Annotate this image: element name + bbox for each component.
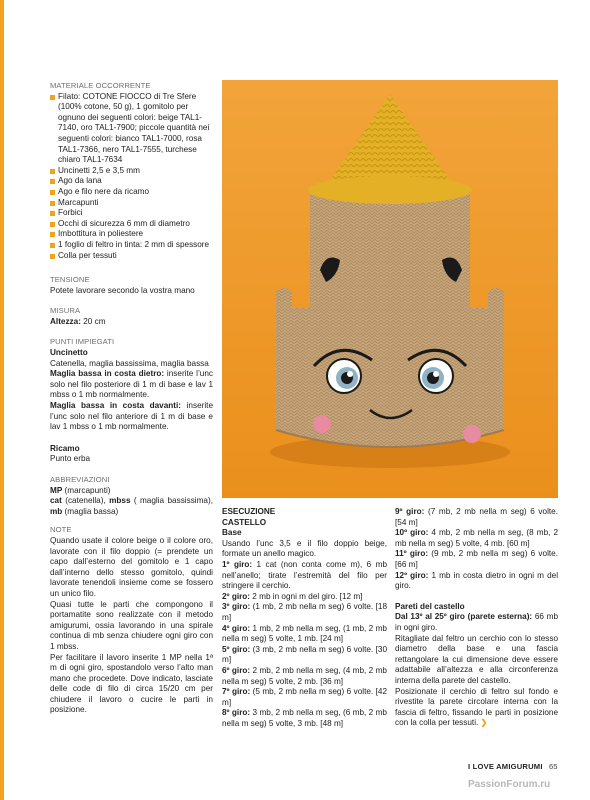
round-text: (9 mb, 2 mb nella m seg) 6 volte. [66 m]: [395, 549, 558, 569]
round-line: [222, 624, 387, 645]
mb-text: (maglia bassa): [62, 506, 119, 516]
round-label: 3º giro:: [222, 602, 251, 612]
round-line: [222, 602, 387, 623]
round-line: [395, 571, 558, 592]
base-intro: Usando l’unc 3,5 e il filo doppio beige, formate un anello magico.: [222, 538, 387, 559]
mbss-label: mbss: [109, 496, 131, 506]
round-label: 10º giro:: [395, 528, 429, 538]
walls-text: Ritagliate dal feltro un cerchio con lo stesso diametro della base e una fascia rettangolare la cui dimensione deve essere adattabile all’altezza e alla circonferenza interna della parete del castello.: [395, 633, 558, 685]
notes-paragraph: Quasi tutte le parti che compongono il portamatite sono realizzate con il metodo amigurumi, ossia lavorando in una spirale continua di mb senza chiudere ogni giro con 1 mbss.: [50, 599, 213, 651]
round-line: [222, 708, 387, 729]
materials-title: MATERIALE OCCORRENTE: [50, 81, 151, 90]
mb-dietro-label: Maglia bassa in costa dietro:: [50, 369, 165, 379]
mp-label: MP: [50, 485, 63, 495]
round-label: 9º giro:: [395, 507, 425, 516]
walls-title: Pareti del castello: [395, 601, 465, 611]
round-text: (3 mb, 2 mb nella m seg) 6 volte. [30 m]: [222, 644, 388, 665]
round-label: 5º giro:: [222, 644, 251, 654]
round-text: 4 mb, 2 mb nella m seg, (8 mb, 2 mb nella m seg) 5 volte, 4 mb. [60 m]: [395, 528, 559, 548]
materials-column: [50, 81, 213, 716]
mb-davanti-label: Maglia bassa in costa davanti:: [50, 401, 182, 411]
cat-label: cat: [50, 496, 62, 506]
ricamo-title: Ricamo: [50, 443, 80, 453]
round-text: 3 mb, 2 mb nella m seg, (6 mb, 2 mb nella m seg) 5 volte, 3 mb. [48 m]: [222, 708, 387, 728]
ricamo-text: Punto erba: [50, 454, 91, 464]
walls-round-text: 66 mb in ogni giro.: [395, 612, 559, 632]
round-line: [222, 560, 387, 592]
size-label: Altezza:: [50, 316, 81, 326]
mbss-text: ( maglia bassissima),: [130, 496, 213, 506]
mb-label: mb: [50, 506, 63, 516]
castle-illustration: [222, 80, 558, 498]
mp-text: (marcapunti): [62, 485, 111, 495]
abbreviations-line-2: [50, 496, 213, 517]
tension-text: Potete lavorare secondo la vostra mano: [50, 285, 195, 295]
uncinetto-text: Catenella, maglia bassissima, maglia bassa: [50, 358, 209, 368]
material-item: Occhi di sicurezza 6 mm di diametro: [50, 219, 213, 230]
walls-text-body: Posizionate il cerchio di feltro sul fondo e rivestite la parete circolare interna con la fascia di feltro, fissando le parti in posizione con la colla per tessuti.: [395, 686, 558, 728]
round-text: 2 mb in ogni m del giro. [12 m]: [250, 591, 363, 601]
abbreviations-line-1: [50, 486, 213, 497]
page-number: 65: [549, 762, 558, 771]
round-text: (7 mb, 2 mb nella m seg) 6 volte. [54 m]: [395, 507, 558, 527]
walls-round-label: Dal 13º al 25º giro (parete esterna):: [395, 612, 533, 622]
mb-davanti-text: inserite l’unc solo nel filo anteriore di 1 m di base e lav 1 mbss o 1 mb normalmente.: [50, 401, 213, 432]
magazine-title: I LOVE AMIGURUMI: [468, 762, 543, 771]
stitches-title: PUNTI IMPIEGATI: [50, 337, 115, 347]
uncinetto-title: Uncinetto: [50, 348, 88, 358]
walls-text: [395, 687, 558, 729]
round-line: [222, 592, 387, 603]
material-item: 1 foglio di feltro in tinta: 2 mm di spessore: [50, 240, 213, 251]
round-label: 7º giro:: [222, 687, 251, 697]
tension-title: TENSIONE: [50, 275, 90, 285]
mb-davanti-paragraph: [50, 401, 213, 433]
round-label: 1º giro:: [222, 559, 253, 569]
execution-title: ESECUZIONE: [222, 507, 276, 516]
material-item: Colla per tessuti: [50, 251, 213, 262]
materials-list: [50, 92, 213, 262]
abbreviations-title: ABBREVIAZIONI: [50, 475, 110, 484]
page-edge-accent: [0, 0, 4, 800]
material-item: Filato: COTONE FIOCCO di Tre Sfere (100% cotone, 50 g), 1 gomitolo per ognuno dei seguenti colori: beige TAL1-7140, oro TAL1-7900; piccole quantità nei seguenti colori: bianco TAL1-7000, rosa TAL1-7366, nero TAL1-7555, turchese chiaro TAL1-7634: [50, 92, 213, 166]
mb-dietro-text: inserite l’unc solo nel filo posteriore di 1 m di base e lav 1 mbss o 1 mb normalmente.: [50, 369, 213, 400]
round-text: 2 mb, 2 mb nella m seg, (4 mb, 2 mb nella m seg) 5 volte, 2 mb. [36 m]: [222, 665, 387, 686]
round-line: [395, 549, 558, 570]
round-label: 8º giro:: [222, 708, 251, 718]
round-text: 1 mb, 2 mb nella m seg, (1 mb, 2 mb nella m seg) 5 volte, 1 mb. [24 m]: [222, 623, 387, 644]
material-item: Imbottitura in poliestere: [50, 229, 213, 240]
round-label: 2º giro:: [222, 591, 251, 601]
chevron-right-icon: ❯: [480, 718, 488, 728]
walls-round-line: [395, 612, 558, 633]
material-item: Ago da lana: [50, 176, 213, 187]
watermark: PassionForum.ru: [468, 779, 551, 790]
notes-paragraph: Quando usate il colore beige o il colore oro, lavorate con il filo doppio (= prendete un capo dall’esterno del gomitolo e 1 capo dall’interno dello stesso gomitolo, quindi lavorate tenendoli insieme come se fossero un unico filo.: [50, 535, 213, 598]
size-line: [50, 317, 213, 328]
round-label: 4º giro:: [222, 623, 251, 633]
round-label: 12º giro:: [395, 570, 429, 580]
round-line: [395, 507, 558, 528]
cat-text: (catenella),: [61, 496, 110, 506]
round-text: (5 mb, 2 mb nella m seg) 6 volte. [42 m]: [222, 687, 388, 707]
round-text: 1 mb in costa dietro in ogni m del giro.: [395, 570, 559, 591]
base-title: Base: [222, 528, 242, 538]
material-item: Marcapunti: [50, 198, 213, 209]
round-label: 6º giro:: [222, 665, 251, 675]
execution-column-continued: [395, 507, 558, 729]
round-line: [222, 687, 387, 708]
size-title: MISURA: [50, 306, 81, 316]
notes-title: NOTE: [50, 525, 72, 535]
execution-column: [222, 507, 387, 729]
amigurumi-castle-photo: [222, 80, 558, 498]
material-item: Uncinetti 2,5 e 3,5 mm: [50, 166, 213, 177]
material-item: Forbici: [50, 208, 213, 219]
round-line: [222, 645, 387, 666]
round-line: [222, 666, 387, 687]
round-text: (1 mb, 2 mb nella m seg) 6 volte. [18 m]: [222, 602, 388, 622]
round-text: 1 cat (non conta come m), 6 mb nell’anello; tirate l’estremità del filo per stringere il cerchio.: [222, 559, 387, 591]
notes-paragraph: Per facilitare il lavoro inserite 1 MP nella 1ª m di ogni giro, spostandolo verso l’alto man mano che procedete. Dove indicato, lasciate delle code di filo di circa 15/20 cm per chiudere il lavoro o cucire le parti in posizione.: [50, 652, 213, 715]
castle-title: CASTELLO: [222, 517, 267, 527]
round-label: 11º giro:: [395, 549, 429, 559]
material-item: Ago e filo nere da ricamo: [50, 187, 213, 198]
mb-dietro-paragraph: [50, 369, 213, 401]
round-line: [395, 528, 558, 549]
size-value: 20 cm: [80, 316, 106, 326]
